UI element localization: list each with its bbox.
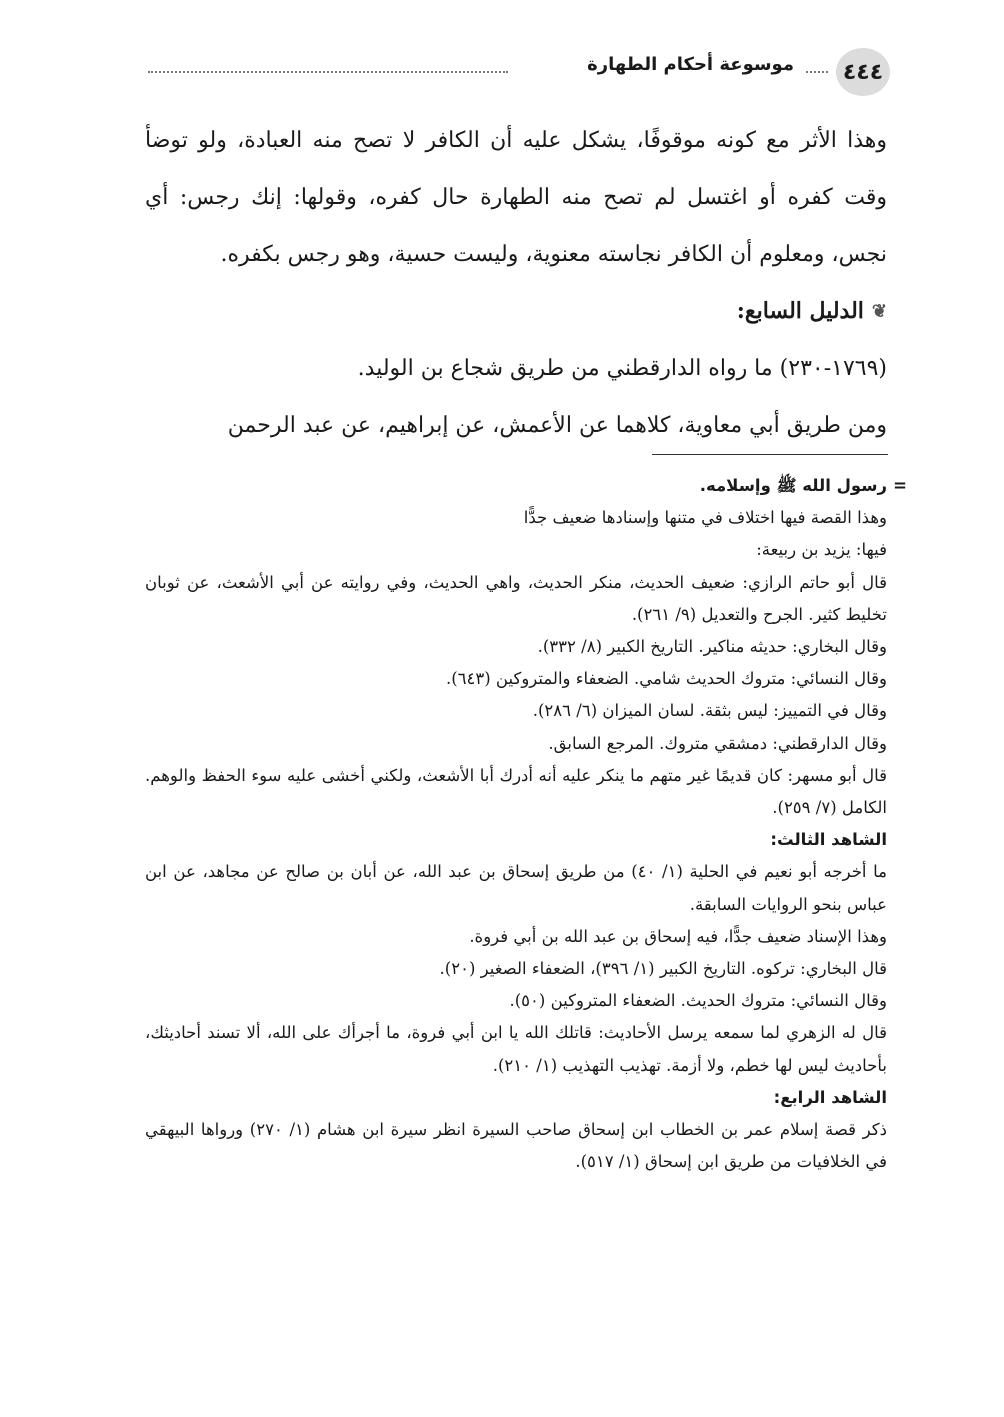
page-header [140, 44, 890, 100]
header-dots-right [806, 71, 828, 73]
footnote-line: وقال البخاري: حديثه مناكير. التاريخ الكبير (٨/ ٣٣٢). [537, 637, 887, 657]
main-paragraph-3: ومن طريق أبي معاوية، كلاهما عن الأعمش، عن إبراهيم، عن عبد الرحمن [227, 413, 887, 438]
footnote-line-text: رسول الله ﷺ وإسلامه. [699, 476, 887, 495]
main-paragraph-1: وهذا الأثر مع كونه موقوفًا، يشكل عليه أن الكافر لا تصح منه العبادة، ولو توضأ وقت كفره أو اغتسل لم تصح منه الطهارة حال كفره، وقولها: إنك رجس: أي نجس، ومعلوم أن الكافر نجاسته معنوية، وليست حسية، وهو رجس بكفره. [145, 128, 887, 267]
page-number: ٤٤٤ [836, 48, 890, 96]
footnote-line: وهذا القصة فيها اختلاف في متنها وإسنادها ضعيف جدًّا [523, 508, 887, 528]
leaf-ornament-icon: ❦ [871, 301, 887, 322]
section-heading [145, 283, 887, 340]
footnotes [145, 470, 907, 1178]
footnote-line: قال أبو حاتم الرازي: ضعيف الحديث، منكر الحديث، واهي الحديث، وفي روايته عن أبي الأشعث، عن ثوبان تخليط كثير. الجرح والتعديل (٩/ ٢٦١). [145, 572, 887, 624]
footnote-line: وقال النسائي: متروك الحديث شامي. الضعفاء والمتروكين (٦٤٣). [445, 669, 887, 689]
footnote-line: وهذا الإسناد ضعيف جدًّا، فيه إسحاق بن عبد الله بن أبي فروة. [469, 926, 887, 946]
section-heading-text: الدليل السابع: [736, 298, 864, 324]
footnote-line: وقال النسائي: متروك الحديث. الضعفاء المتروكين (٥٠). [509, 991, 887, 1011]
footnote-line: وقال في التمييز: ليس بثقة. لسان الميزان (٦/ ٢٨٦). [532, 701, 887, 721]
footnote-line [145, 470, 907, 502]
footnote-subheading: الشاهد الثالث: [770, 830, 887, 850]
footnote-line: قال له الزهري لما سمعه يرسل الأحاديث: قاتلك الله يا ابن أبي فروة، ما أجرأك على الله، ألا تسند أحاديثك، بأحاديث ليس لها خطم، ولا أزمة. تهذيب التهذيب (١/ ٢١٠). [145, 1023, 887, 1075]
footnote-line: ذكر قصة إسلام عمر بن الخطاب ابن إسحاق صاحب السيرة انظر سيرة ابن هشام (١/ ٢٧٠) ورواها البيهقي في الخلافيات من طريق ابن إسحاق (١/ ٥١٧). [145, 1120, 888, 1172]
main-paragraph-2: (١٧٦٩-٢٣٠) ما رواه الدارقطني من طريق شجاع بن الوليد. [357, 356, 887, 381]
footnote-line: قال البخاري: تركوه. التاريخ الكبير (١/ ٣٩٦)، الضعفاء الصغير (٢٠). [439, 959, 887, 979]
footnote-separator [652, 454, 888, 455]
book-title: موسوعة أحكام الطهارة [587, 54, 794, 75]
footnote-line: وقال الدارقطني: دمشقي متروك. المرجع السابق. [548, 733, 887, 753]
footnote-subheading: الشاهد الرابع: [773, 1087, 887, 1107]
footnote-line: قال أبو مسهر: كان قديمًا غير متهم ما ينكر عليه أنه أدرك أبا الأشعث، ولكني أخشى عليه سوء الحفظ والوهم. الكامل (٧/ ٢٥٩). [145, 765, 887, 818]
continuation-marker: = [893, 476, 907, 495]
header-dots-left [148, 71, 508, 73]
footnote-line: فيها: يزيد بن ربيعة: [756, 540, 887, 560]
footnote-line: ما أخرجه أبو نعيم في الحلية (١/ ٤٠) من طريق إسحاق بن عبد الله، عن أبان بن صالح عن مجاهد، عن ابن عباس بنحو الروايات السابقة. [145, 862, 888, 914]
main-text [145, 112, 887, 454]
